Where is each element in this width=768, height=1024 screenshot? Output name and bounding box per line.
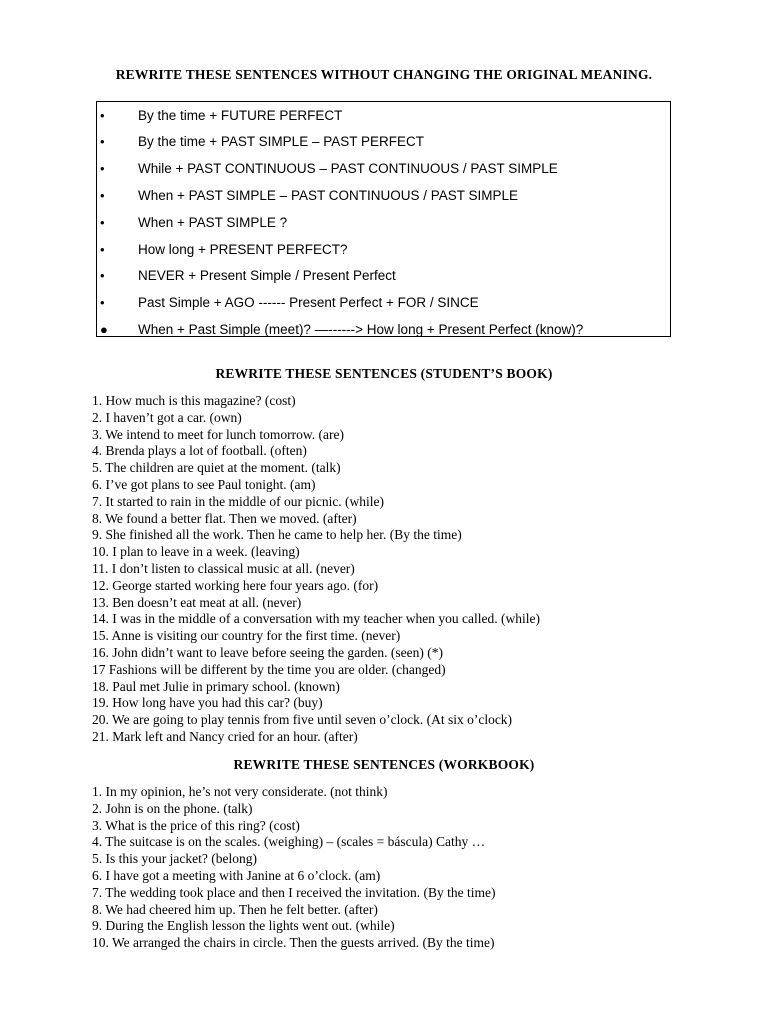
bullet-icon: •	[100, 214, 105, 230]
exercise-item: 6. I have got a meeting with Janine at 6 o’clock. (am)	[92, 867, 381, 883]
grammar-rule-text: When + PAST SIMPLE ?	[138, 214, 288, 230]
grammar-rule-text: When + Past Simple (meet)? —------> How long + Present Perfect (know)?	[138, 321, 584, 337]
grammar-rule-text: While + PAST CONTINUOUS – PAST CONTINUOUS / PAST SIMPLE	[138, 161, 558, 177]
exercise-item: 9. During the English lesson the lights went out. (while)	[92, 918, 395, 934]
bullet-icon: •	[100, 187, 105, 203]
exercise-item: 14. I was in the middle of a conversation with my teacher when you called. (while)	[92, 611, 540, 627]
grammar-rule-text: By the time + FUTURE PERFECT	[138, 107, 343, 123]
exercise-item: 13. Ben doesn’t eat meat at all. (never)	[92, 594, 302, 610]
exercise-item: 8. We had cheered him up. Then he felt better. (after)	[92, 901, 378, 917]
bullet-icon: •	[100, 134, 105, 150]
bullet-icon: •	[100, 241, 105, 257]
exercise-item: 4. Brenda plays a lot of football. (often)	[92, 443, 307, 459]
bullet-icon: •	[100, 107, 105, 123]
exercise-item: 15. Anne is visiting our country for the first time. (never)	[92, 628, 401, 644]
exercise-item: 1. How much is this magazine? (cost)	[92, 393, 296, 408]
bullet-icon: •	[100, 295, 105, 311]
grammar-rule-text: How long + PRESENT PERFECT?	[138, 241, 348, 257]
exercise-item: 3. We intend to meet for lunch tomorrow. (are)	[92, 426, 344, 442]
page-title: REWRITE THESE SENTENCES WITHOUT CHANGING THE ORIGINAL MEANING.	[115, 67, 653, 82]
exercise-item: 10. I plan to leave in a week. (leaving)	[92, 544, 300, 560]
exercise-item: 4. The suitcase is on the scales. (weighing) – (scales = báscula) Cathy …	[92, 834, 486, 850]
exercise-item: 16. John didn’t want to leave before seeing the garden. (seen) (*)	[92, 644, 444, 660]
exercise-item: 3. What is the price of this ring? (cost)	[92, 817, 300, 833]
exercise-item: 7. It started to rain in the middle of our picnic. (while)	[92, 493, 385, 509]
exercise-item: 1. In my opinion, he’s not very considerate. (not think)	[92, 784, 388, 799]
students-book-exercise-list	[92, 393, 540, 746]
exercise-item: 2. John is on the phone. (talk)	[92, 800, 253, 816]
grammar-rule-text: When + PAST SIMPLE – PAST CONTINUOUS / PAST SIMPLE	[138, 187, 518, 203]
exercise-item: 17 Fashions will be different by the time you are older. (changed)	[92, 661, 446, 677]
bullet-icon: •	[100, 268, 105, 284]
grammar-rules-box	[96, 101, 671, 337]
students-book-heading: REWRITE THESE SENTENCES (STUDENT’S BOOK)	[215, 366, 553, 381]
bullet-icon: •	[100, 161, 105, 177]
exercise-item: 11. I don’t listen to classical music at all. (never)	[92, 560, 355, 576]
exercise-item: 19. How long have you had this car? (buy)	[92, 695, 323, 711]
exercise-item: 21. Mark left and Nancy cried for an hour. (after)	[92, 728, 358, 744]
grammar-rule-text: By the time + PAST SIMPLE – PAST PERFECT	[138, 134, 424, 150]
workbook-heading: REWRITE THESE SENTENCES (WORKBOOK)	[233, 757, 535, 772]
exercise-item: 9. She finished all the work. Then he came to help her. (By the time)	[92, 527, 462, 543]
exercise-item: 7. The wedding took place and then I received the invitation. (By the time)	[92, 884, 496, 900]
exercise-item: 18. Paul met Julie in primary school. (known)	[92, 678, 340, 694]
exercise-item: 10. We arranged the chairs in circle. Then the guests arrived. (By the time)	[92, 935, 495, 951]
grammar-rule-text: NEVER + Present Simple / Present Perfect	[138, 268, 396, 284]
exercise-item: 5. Is this your jacket? (belong)	[92, 851, 257, 867]
grammar-rule-text: Past Simple + AGO ------ Present Perfect + FOR / SINCE	[138, 295, 479, 311]
exercise-item: 2. I haven’t got a car. (own)	[92, 409, 242, 425]
exercise-item: 20. We are going to play tennis from five until seven o’clock. (At six o’clock)	[92, 712, 513, 728]
workbook-exercise-list	[92, 784, 496, 952]
exercise-item: 8. We found a better flat. Then we moved. (after)	[92, 510, 357, 526]
bullet-icon: ●	[100, 321, 108, 337]
exercise-item: 5. The children are quiet at the moment. (talk)	[92, 460, 341, 476]
exercise-item: 12. George started working here four years ago. (for)	[92, 577, 379, 593]
exercise-item: 6. I’ve got plans to see Paul tonight. (am)	[92, 476, 316, 492]
